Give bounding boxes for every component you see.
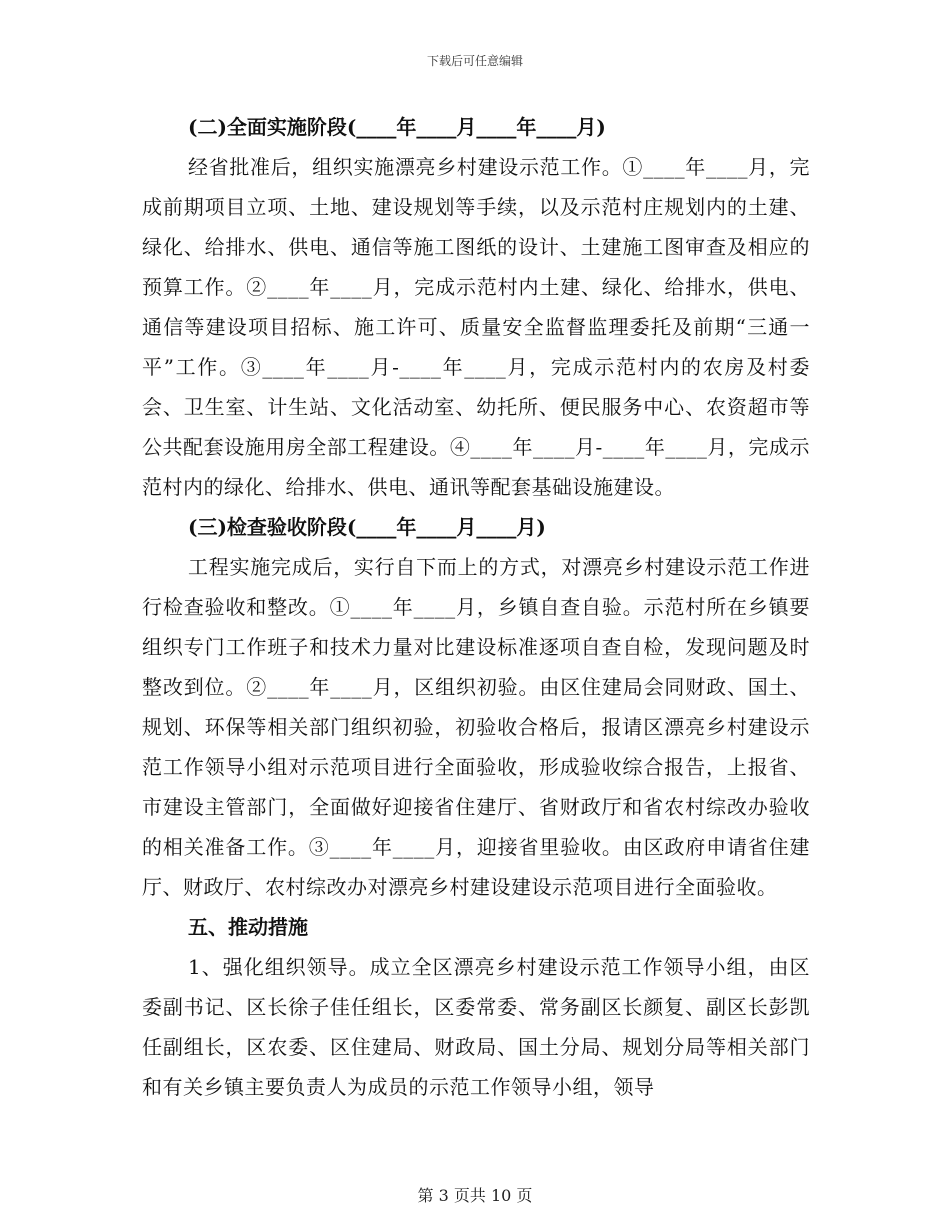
- document-body: [142, 107, 810, 1107]
- section-heading-implementation: (二)全面实施阶段(____年____月____年____月): [188, 115, 606, 139]
- paragraph-implementation: 经省批准后，组织实施漂亮乡村建设示范工作。①____年____月，完成前期项目立项、土地、建设规划等手续，以及示范村庄规划内的土建、绿化、给排水、供电、通信等施工图纸的设计、土建施工图审查及相应的预算工作。②____年____月，完成示范村内土建、绿化、给排水，供电、通信等建设项目招标、施工许可、质量安全监督监理委托及前期“三通一平”工作。③____年____月-____年____月，完成示范村内的农房及村委会、卫生室、计生站、文化活动室、幼托所、便民服务中心、农资超市等公共配套设施用房全部工程建设。④____年____月-____年____月，完成示范村内的绿化、给排水、供电、通讯等配套基础设施建设。: [142, 155, 810, 499]
- section-heading-inspection: (三)检查验收阶段(____年____月____月): [188, 515, 546, 539]
- paragraph-organization: 1、强化组织领导。成立全区漂亮乡村建设示范工作领导小组，由区委副书记、区长徐子佳任组长，区委常委、常务副区长颜复、副区长彭凯任副组长，区农委、区住建局、财政局、国土分局、规划分局等相关部门和有关乡镇主要负责人为成员的示范工作领导小组，领导: [142, 955, 810, 1099]
- paragraph-inspection: 工程实施完成后，实行自下而上的方式，对漂亮乡村建设示范工作进行检查验收和整改。①____年____月，乡镇自查自验。示范村所在乡镇要组织专门工作班子和技术力量对比建设标准逐项自查自检，发现问题及时整改到位。②____年____月，区组织初验。由区住建局会同财政、国土、规划、环保等相关部门组织初验，初验收合格后，报请区漂亮乡村建设示范工作领导小组对示范项目进行全面验收，形成验收综合报告，上报省、市建设主管部门，全面做好迎接省住建厅、省财政厅和省农村综改办验收的相关准备工作。③____年____月，迎接省里验收。由区政府申请省住建厅、财政厅、农村综改办对漂亮乡村建设建设示范项目进行全面验收。: [142, 555, 810, 899]
- page-footer: 第 3 页共 10 页: [417, 1186, 533, 1205]
- section-heading-measures: 五、推动措施: [188, 915, 308, 939]
- page-header: 下载后可任意编辑: [426, 54, 523, 68]
